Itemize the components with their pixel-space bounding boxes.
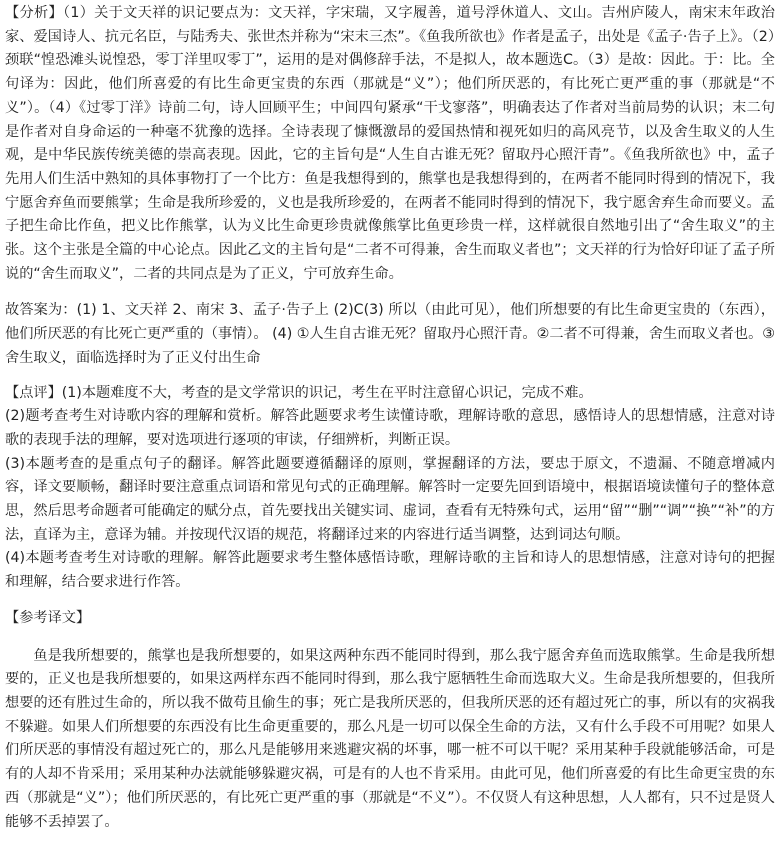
spacer [5, 286, 775, 299]
spacer [5, 595, 775, 607]
comment-item-4: (4)本题考查考生对诗歌的理解。解答此题要求考生整体感悟诗歌，理解诗歌的主旨和诗人的思想情感，注意对诗句的把握和理解，结合要求进行作答。 [5, 550, 775, 591]
comment-item-2: (2)题考查考生对诗歌内容的理解和赏析。解答此题要求考生读懂诗歌，理解诗歌的意思，感悟诗人的思想情感，注意对诗歌的表现手法的理解，要对选项进行逐项的审读，仔细辨析，判断正误。 [5, 408, 775, 448]
reference-heading: 【参考译文】 [5, 609, 91, 626]
spacer [5, 631, 775, 645]
comment-item-3: (3)本题考查的是重点句子的翻译。解答此题要遵循翻译的原则，掌握翻译的方法，要忠于原文，不遗漏、不随意增减内容，译文要顺畅，翻译时要注意重点词语和常见句式的正确理解。解答时一定要先回到语境中，根据语境读懂句子的整体意思，然后思考命题者可能确定的赋分点，首先要找出关键实词、虚词，查看有无特殊句式，运用“留”“删”“调”“换”“补”的方法，直译为主，意译为辅。并按现代汉语的规范，将翻译过来的内容进行适当调整，达到词达句顺。 [5, 455, 775, 543]
comment-heading: 【点评】(1)本题难度不大，考查的是文学常识的识记，考生在平时注意留心识记，完成不难。 [5, 384, 593, 401]
spacer [5, 371, 775, 382]
answer-paragraph: 故答案为：(1) 1、文天祥 2、南宋 3、孟子·告子上 (2)C(3) 所以（由此可见），他们所想要的有比生命更宝贵的（东西），他们所厌恶的有比死亡更严重的（事情）。 (4) ①人生自古谁无死？留取丹心照汗青。②二者不可得兼，舍生而取义者也。③舍生取义，面临选择时为了正义付出生命 [5, 302, 775, 366]
analysis-paragraph: 【分析】（1）关于文天祥的识记要点为：文天祥，字宋瑞，又字履善，道号浮休道人、文山。吉州庐陵人，南宋末年政治家、爱国诗人、抗元名臣，与陆秀夫、张世杰并称为“宋末三杰”。《鱼我所欲也》作者是孟子，出处是《孟子·告子上》。（2）颈联“惶恐滩头说惶恐，零丁洋里叹零丁”，运用的是对偶修辞手法，不是拟人，故本题选C。（3）是故：因此。于：比。全句译为：因此，他们所喜爱的有比生命更宝贵的东西（那就是“义”）；他们所厌恶的，有比死亡更严重的事（那就是“不义”）。（4）《过零丁洋》诗前二句，诗人回顾平生；中间四句紧承“干戈寥落”，明确表达了作者对当前局势的认识；末二句是作者对自身命运的一种毫不犹豫的选择。全诗表现了慷慨激昂的爱国热情和视死如归的高风亮节，以及舍生取义的人生观，是中华民族传统美德的崇高表现。因此，它的主旨句是“人生自古谁无死？留取丹心照汗青”。《鱼我所欲也》中，孟子先用人们生活中熟知的具体事物打了一个比方：鱼是我想得到的，熊掌也是我想得到的，在两者不能同时得到的情况下，我宁愿舍弃鱼而要熊掌；生命是我所珍爱的，义也是我所珍爱的，在两者不能同时得到的情况下，我宁愿舍弃生命而要义。孟子把生命比作鱼，把义比作熊掌，认为义比生命更珍贵就像熊掌比鱼更珍贵一样，这样就很自然地引出了“舍生取义”的主张。这个主张是全篇的中心论点。因此乙文的主旨句是“二者不可得兼，舍生而取义者也”；文天祥的行为恰好印证了孟子所说的“舍生而取义”，二者的共同点是为了正义，宁可放弃生命。 [5, 5, 775, 282]
reference-body: 鱼是我所想要的，熊掌也是我所想要的，如果这两种东西不能同时得到，那么我宁愿舍弃鱼而选取熊掌。生命是我所想要的，正义也是我所想要的，如果这两样东西不能同时得到，那么我宁愿牺牲生命而选取大义。生命是我所想要的，但我所想要的还有胜过生命的，所以我不做苟且偷生的事；死亡是我所厌恶的，但我所厌恶的还有超过死亡的事，所以有的灾祸我不躲避。如果人们所想要的东西没有比生命更重要的，那么凡是一切可以保全生命的方法，又有什么手段不可用呢？如果人们所厌恶的事情没有超过死亡的，那么凡是能够用来逃避灾祸的坏事，哪一桩不可以干呢？采用某种手段就能够活命，可是有的人却不肯采用；采用某种办法就能够躲避灾祸，可是有的人也不肯采用。由此可见，他们所喜爱的有比生命更宝贵的东西（那就是“义”）；他们所厌恶的，有比死亡更严重的事（那就是“不义”）。不仅贤人有这种思想，人人都有，只不过是贤人能够不丢掉罢了。 [5, 647, 775, 830]
